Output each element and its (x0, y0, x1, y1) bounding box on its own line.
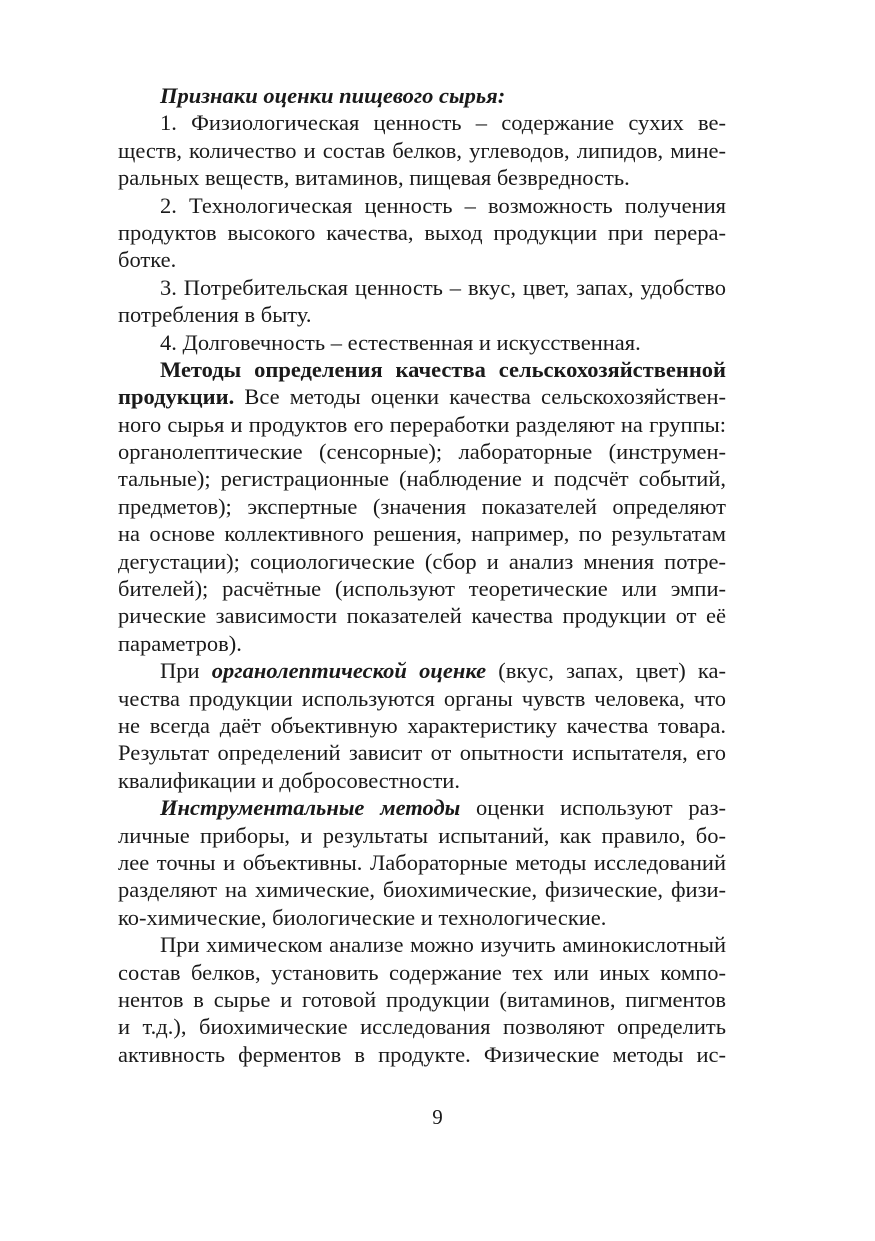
text-span: ществ, количество и состав белков, углеводов, липидов, мине- (118, 137, 726, 163)
text-line (118, 739, 726, 766)
text-span: 2. Технологическая ценность – возможность получения (160, 192, 726, 218)
text-line (118, 630, 726, 657)
text-line (118, 356, 726, 383)
text-span: 3. Потребительская ценность – вкус, цвет, запах, удобство (160, 274, 726, 300)
text-span: активность ферментов в продукте. Физические методы ис- (118, 1041, 726, 1067)
text-span: предметов); экспертные (значения показателей определяют (118, 493, 726, 519)
text-span: Результат определений зависит от опытности испытателя, его (118, 740, 726, 766)
text-span: рические зависимости показателей качества продукции от её (118, 603, 726, 629)
text-span: потребления в быту. (118, 302, 312, 328)
text-span: нентов в сырье и готовой продукции (витаминов, пигментов (118, 986, 726, 1012)
text-line (118, 712, 726, 739)
text-span: чества продукции используются органы чувств человека, что (118, 685, 726, 711)
text-span: 4. Долговечность – естественная и искусственная. (160, 329, 641, 355)
text-line (118, 137, 726, 164)
emphasis-span: Методы определения качества сельскохозяйственной (160, 356, 726, 382)
text-line (118, 602, 726, 629)
text-span: оценки используют раз- (460, 795, 726, 821)
text-line (118, 1041, 726, 1068)
text-span: (вкус, запах, цвет) ка- (486, 658, 726, 684)
text-line (118, 438, 726, 465)
body-text (118, 82, 726, 1068)
page-number: 9 (432, 1105, 443, 1129)
text-span: бителей); расчётные (используют теоретические или эмпи- (118, 576, 726, 602)
text-span: ного сырья и продуктов его переработки разделяют на группы: (118, 411, 726, 437)
text-span: продуктов высокого качества, выход продукции при перера- (118, 219, 726, 245)
text-span: дегустации); социологические (сбор и анализ мнения потре- (118, 548, 726, 574)
text-span: ко-химические, биологические и технологические. (118, 904, 607, 930)
text-span: тальные); регистрационные (наблюдение и подсчёт событий, (118, 466, 726, 492)
text-span: квалификации и добросовестности. (118, 767, 460, 793)
text-line (118, 301, 726, 328)
text-line (118, 767, 726, 794)
text-line (118, 493, 726, 520)
text-line (118, 904, 726, 931)
text-line (118, 109, 726, 136)
text-span: ботке. (118, 247, 177, 273)
text-span: личные приборы, и результаты испытаний, как правило, бо- (118, 822, 726, 848)
text-line (118, 219, 726, 246)
emphasis-span: Инструментальные методы (160, 795, 461, 821)
text-line (118, 959, 726, 986)
text-line (118, 465, 726, 492)
text-span: параметров). (118, 630, 242, 656)
text-span: состав белков, установить содержание тех или иных компо- (118, 959, 726, 985)
text-span: на основе коллективного решения, например, по результатам (118, 521, 726, 547)
text-span: 1. Физиологическая ценность – содержание сухих ве- (160, 110, 726, 136)
text-line (118, 849, 726, 876)
text-line (118, 1013, 726, 1040)
emphasis-span: органолептической оценке (211, 658, 487, 684)
text-line (118, 192, 726, 219)
text-line (118, 164, 726, 191)
text-line (118, 82, 726, 109)
text-line (118, 520, 726, 547)
text-line (118, 822, 726, 849)
text-span: лее точны и объективны. Лабораторные методы исследований (118, 849, 726, 875)
text-line (118, 685, 726, 712)
text-line (118, 657, 726, 684)
text-span: разделяют на химические, биохимические, физические, физи- (118, 877, 726, 903)
text-line (118, 274, 726, 301)
text-line (118, 548, 726, 575)
emphasis-span: продукции. (118, 384, 235, 410)
text-line (118, 246, 726, 273)
text-line (118, 876, 726, 903)
emphasis-span: Признаки оценки пищевого сырья: (160, 83, 506, 108)
text-line (118, 794, 726, 821)
text-line (118, 383, 726, 410)
text-line (118, 411, 726, 438)
text-line (118, 329, 726, 356)
text-span: При (160, 658, 212, 684)
text-line (118, 986, 726, 1013)
text-span: Все методы оценки качества сельскохозяйствен- (234, 384, 726, 410)
text-line (118, 575, 726, 602)
text-span: При химическом анализе можно изучить аминокислотный (160, 932, 726, 958)
text-line (118, 931, 726, 958)
text-span: не всегда даёт объективную характеристику качества товара. (118, 712, 726, 738)
text-span: и т.д.), биохимические исследования позволяют определить (118, 1014, 726, 1040)
text-span: ральных веществ, витаминов, пищевая безвредность. (118, 165, 630, 191)
text-span: органолептические (сенсорные); лабораторные (инструмен- (118, 439, 726, 465)
